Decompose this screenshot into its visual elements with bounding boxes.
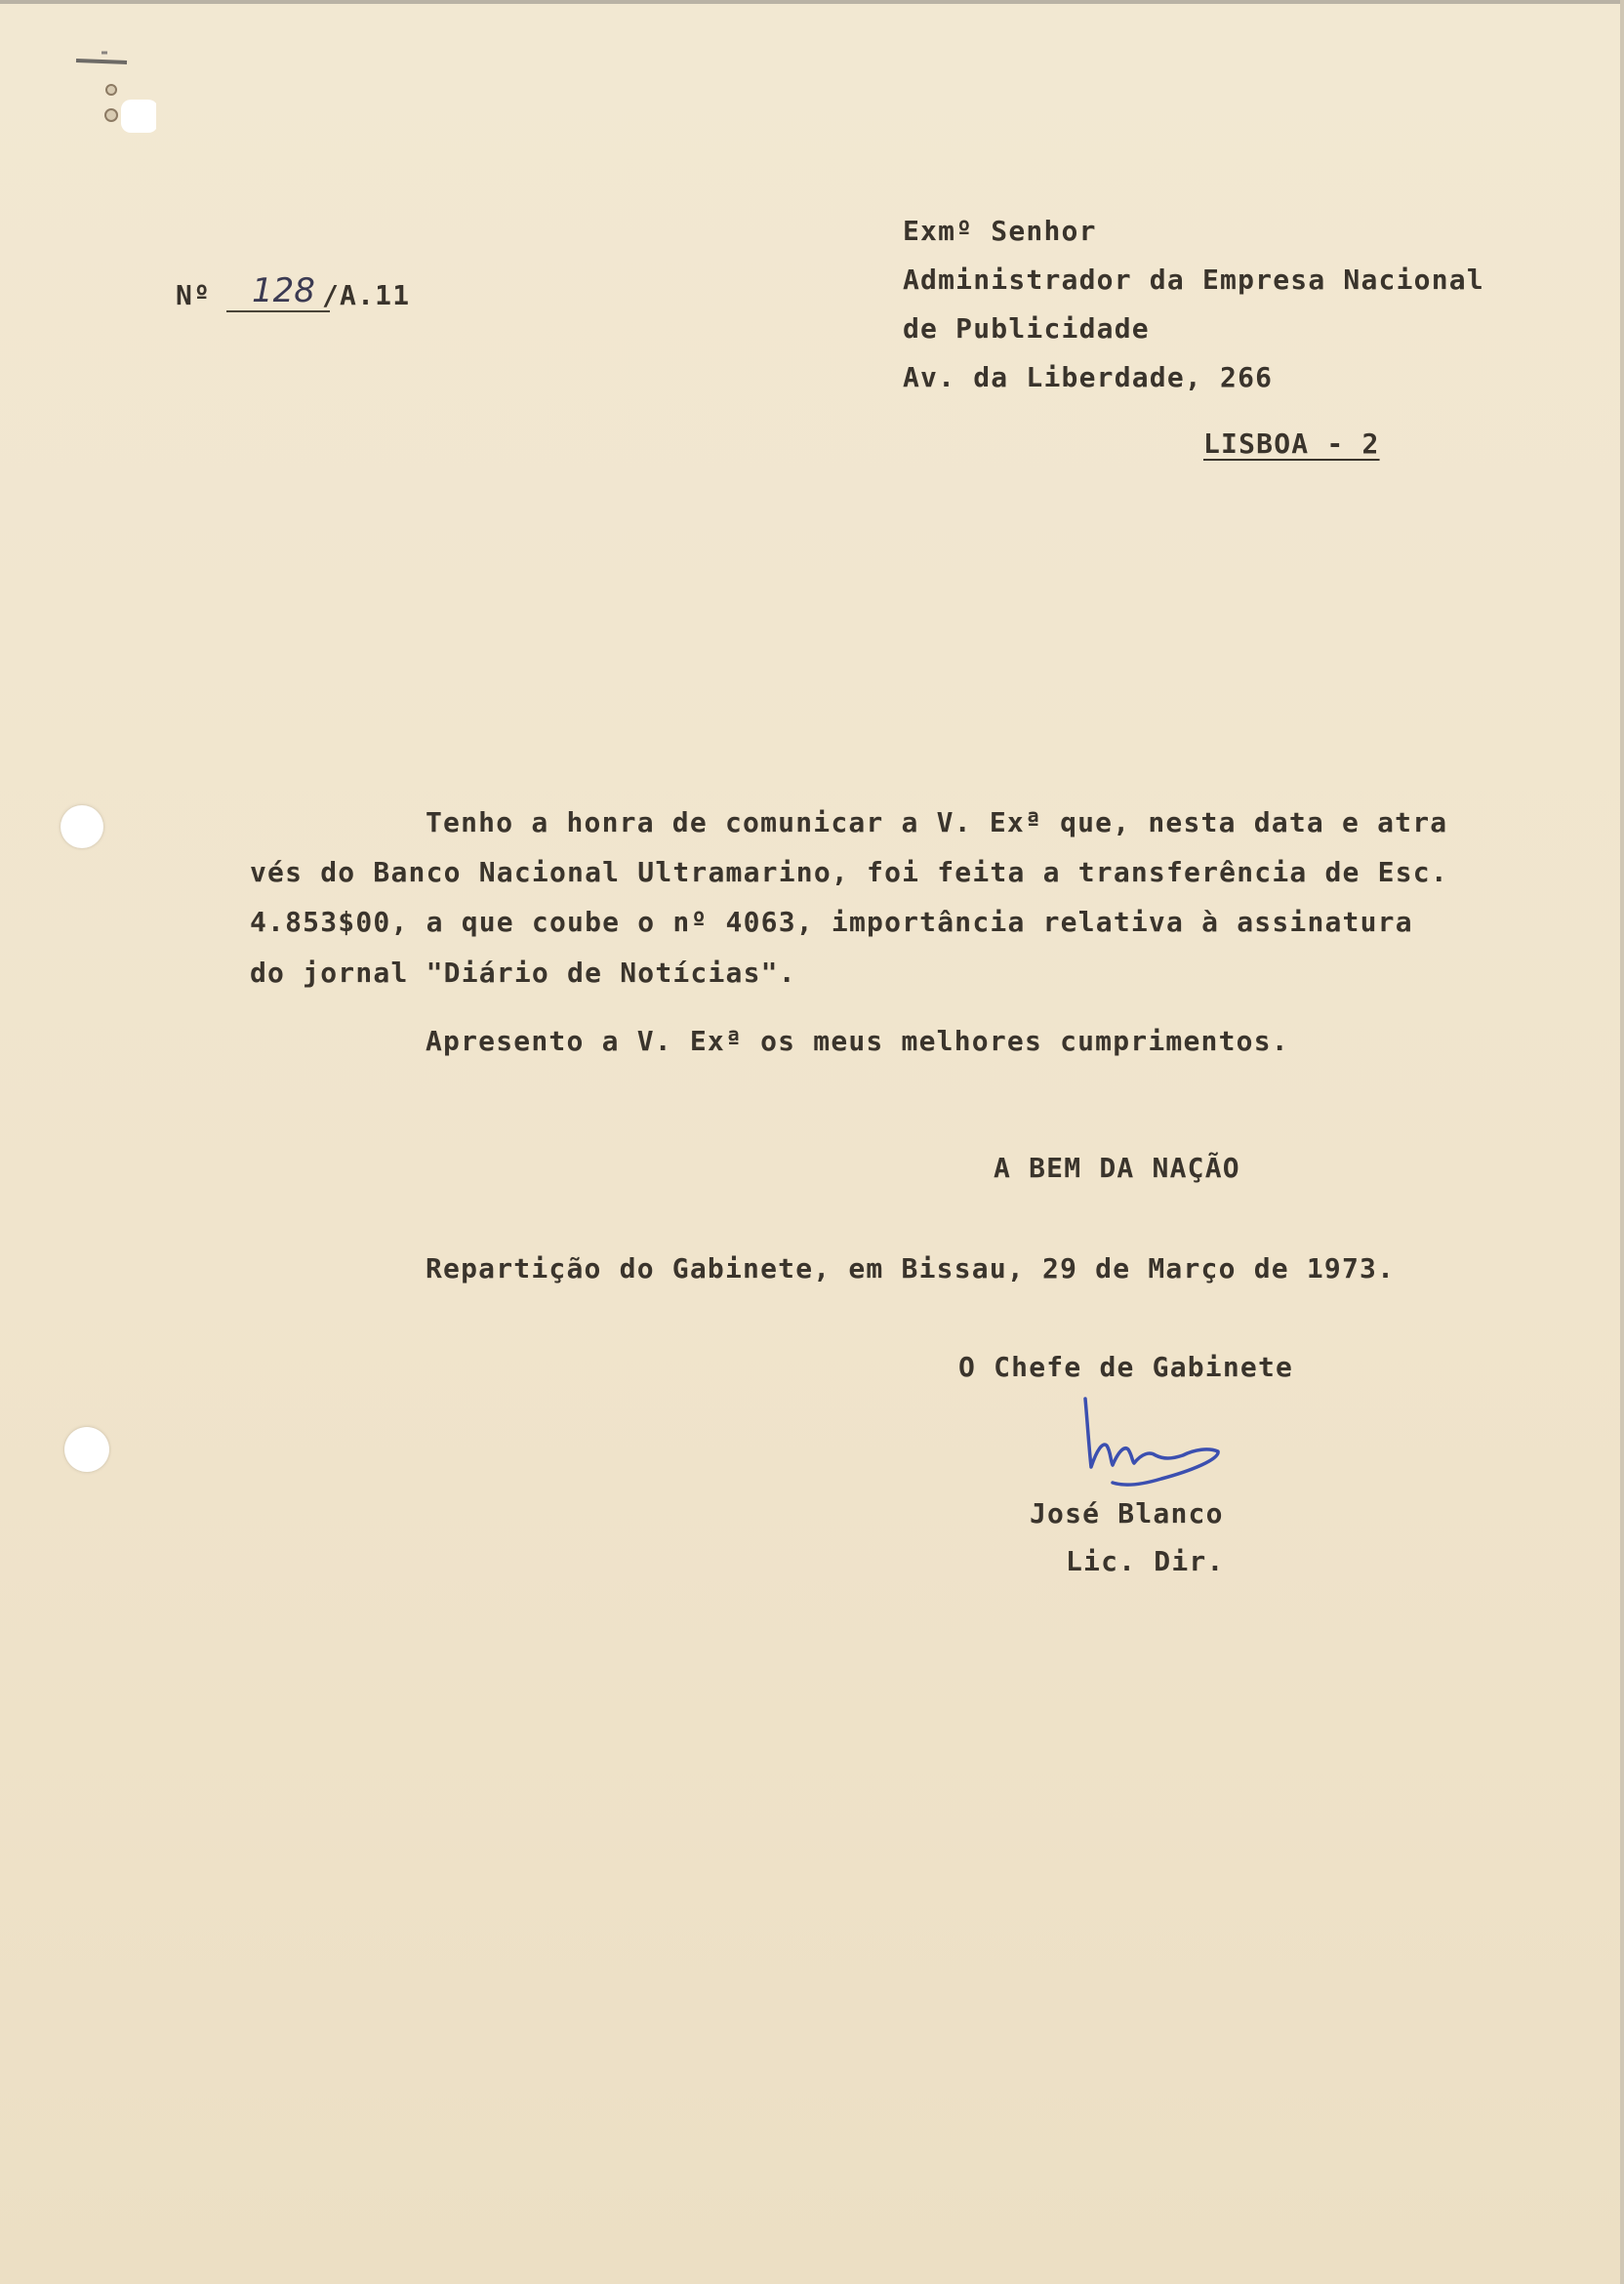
body-paragraph-2: Apresento a V. Exª os meus melhores cumprimentos. xyxy=(426,1025,1289,1057)
recipient-city: LISBOA - 2 xyxy=(1203,428,1380,460)
signatory-name: José Blanco xyxy=(1030,1497,1224,1529)
recipient-line-1: Administrador da Empresa Nacional xyxy=(903,264,1484,296)
body-line-1: Tenho a honra de comunicar a V. Exª que, nesta data e atra xyxy=(426,806,1448,838)
recipient-address: Av. da Liberdade, 266 xyxy=(903,361,1274,393)
punch-hole-lower xyxy=(64,1427,109,1472)
signatory-role: O Chefe de Gabinete xyxy=(958,1351,1294,1383)
body-line-3: 4.853$00, a que coube o nº 4063, importância relativa à assinatura xyxy=(250,906,1413,938)
signatory-title: Lic. Dir. xyxy=(1066,1545,1225,1577)
punch-hole-upper xyxy=(61,805,103,848)
motto: A BEM DA NAÇÃO xyxy=(994,1152,1240,1184)
scan-edge-top xyxy=(0,0,1624,4)
handwritten-signature xyxy=(1074,1391,1230,1498)
staple-mark xyxy=(68,39,156,156)
place-date: Repartição do Gabinete, em Bissau, 29 de Março de 1973. xyxy=(426,1252,1396,1285)
body-line-2: vés do Banco Nacional Ultramarino, foi feita a transferência de Esc. xyxy=(250,856,1448,888)
reference-prefix: Nº xyxy=(176,279,212,311)
recipient-salutation: Exmº Senhor xyxy=(903,215,1097,247)
reference-suffix: /A.11 xyxy=(322,279,411,311)
scan-edge-right xyxy=(1620,0,1624,2284)
recipient-line-2: de Publicidade xyxy=(903,312,1150,345)
body-line-4: do jornal "Diário de Notícias". xyxy=(250,957,796,989)
reference-underline xyxy=(226,310,330,312)
reference-number-handwritten: 128 xyxy=(252,271,315,310)
